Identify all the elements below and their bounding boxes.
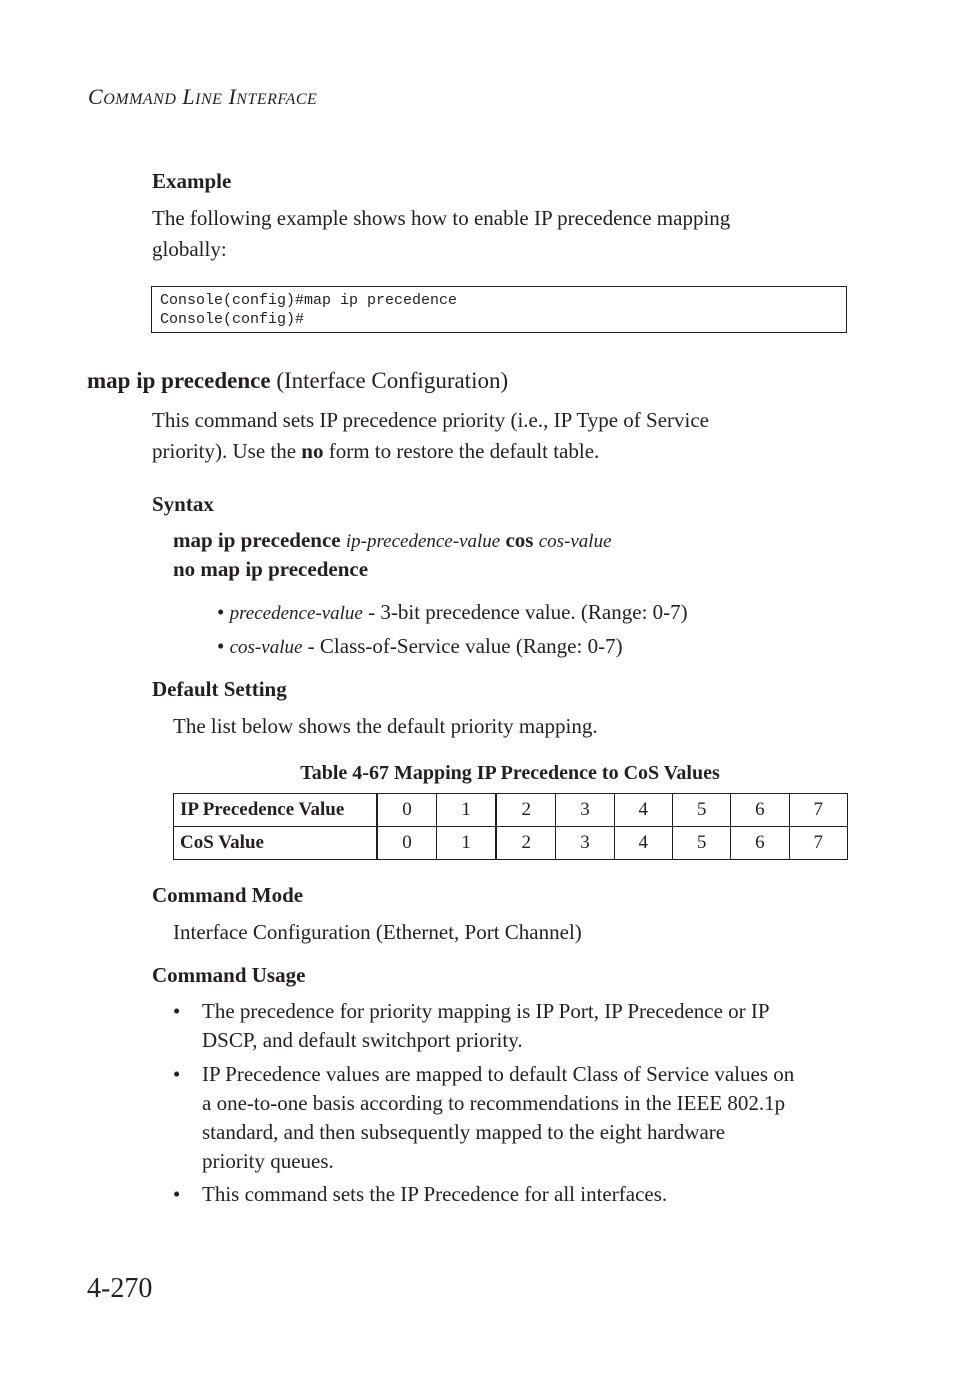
table-cell: 4 [614,827,672,860]
code-line-1: Console(config)#map ip precedence [160,292,458,309]
syntax-heading: Syntax [152,492,214,516]
code-example-box [151,286,847,333]
syntax-line-2: no map ip precedence [173,557,369,581]
table-cell: 6 [731,794,789,827]
table-cell: 5 [672,827,730,860]
code-line-2: Console(config)# [160,311,305,328]
example-text-line2: globally: [152,237,227,261]
table-caption: Table 4-67 Mapping IP Precedence to CoS Values [300,762,720,784]
command-usage-heading: Command Usage [152,963,306,987]
command-context: (Interface Configuration) [276,368,509,393]
example-text-line1: The following example shows how to enable IP precedence mapping [152,206,731,230]
table-row [174,827,848,860]
example-heading: Example [152,169,232,193]
table-cell: 3 [556,794,614,827]
table-row [174,794,848,827]
row-label: IP Precedence Value [174,794,378,827]
syntax-bullet: • cos-value - Class-of-Service value (Range: 0-7) [217,634,623,658]
table-cell: 3 [556,827,614,860]
command-mode-heading: Command Mode [152,883,304,907]
table-cell: 1 [437,794,497,827]
command-title [87,368,508,394]
usage-item: • IP Precedence values are mapped to default Class of Service values on a one-to-one basis according to recommendations in the IEEE 802.1p standard, and then subsequently mapped to the eight hardware priority queues. [173,1062,795,1173]
table-cell: 2 [496,794,556,827]
table-cell: 2 [496,827,556,860]
mapping-table [173,793,848,860]
table-cell: 6 [731,827,789,860]
default-setting-heading: Default Setting [152,677,287,701]
command-mode-text: Interface Configuration (Ethernet, Port Channel) [173,920,582,944]
row-label: CoS Value [174,827,378,860]
table-cell: 0 [377,794,437,827]
page-number: 4-270 [87,1273,153,1304]
table-cell: 7 [789,794,847,827]
command-desc-line1: This command sets IP precedence priority (i.e., IP Type of Service [152,408,710,432]
running-head: COMMAND LINE INTERFACE [88,84,318,109]
usage-item: • The precedence for priority mapping is IP Port, IP Precedence or IP DSCP, and default switchport priority. [173,999,770,1052]
command-name: map ip precedence [87,368,271,393]
table-cell: 7 [789,827,847,860]
syntax-bullet: • precedence-value - 3-bit precedence value. (Range: 0-7) [217,600,688,624]
table-cell: 0 [377,827,437,860]
syntax-line-1: map ip precedence ip-precedence-value cos cos-value [173,528,612,552]
command-desc-line2: priority). Use the no form to restore the default table. [152,439,600,463]
table-cell: 5 [672,794,730,827]
usage-item: • This command sets the IP Precedence for all interfaces. [173,1182,668,1206]
table-cell: 1 [437,827,497,860]
table-cell: 4 [614,794,672,827]
default-setting-text: The list below shows the default priority mapping. [173,714,598,738]
